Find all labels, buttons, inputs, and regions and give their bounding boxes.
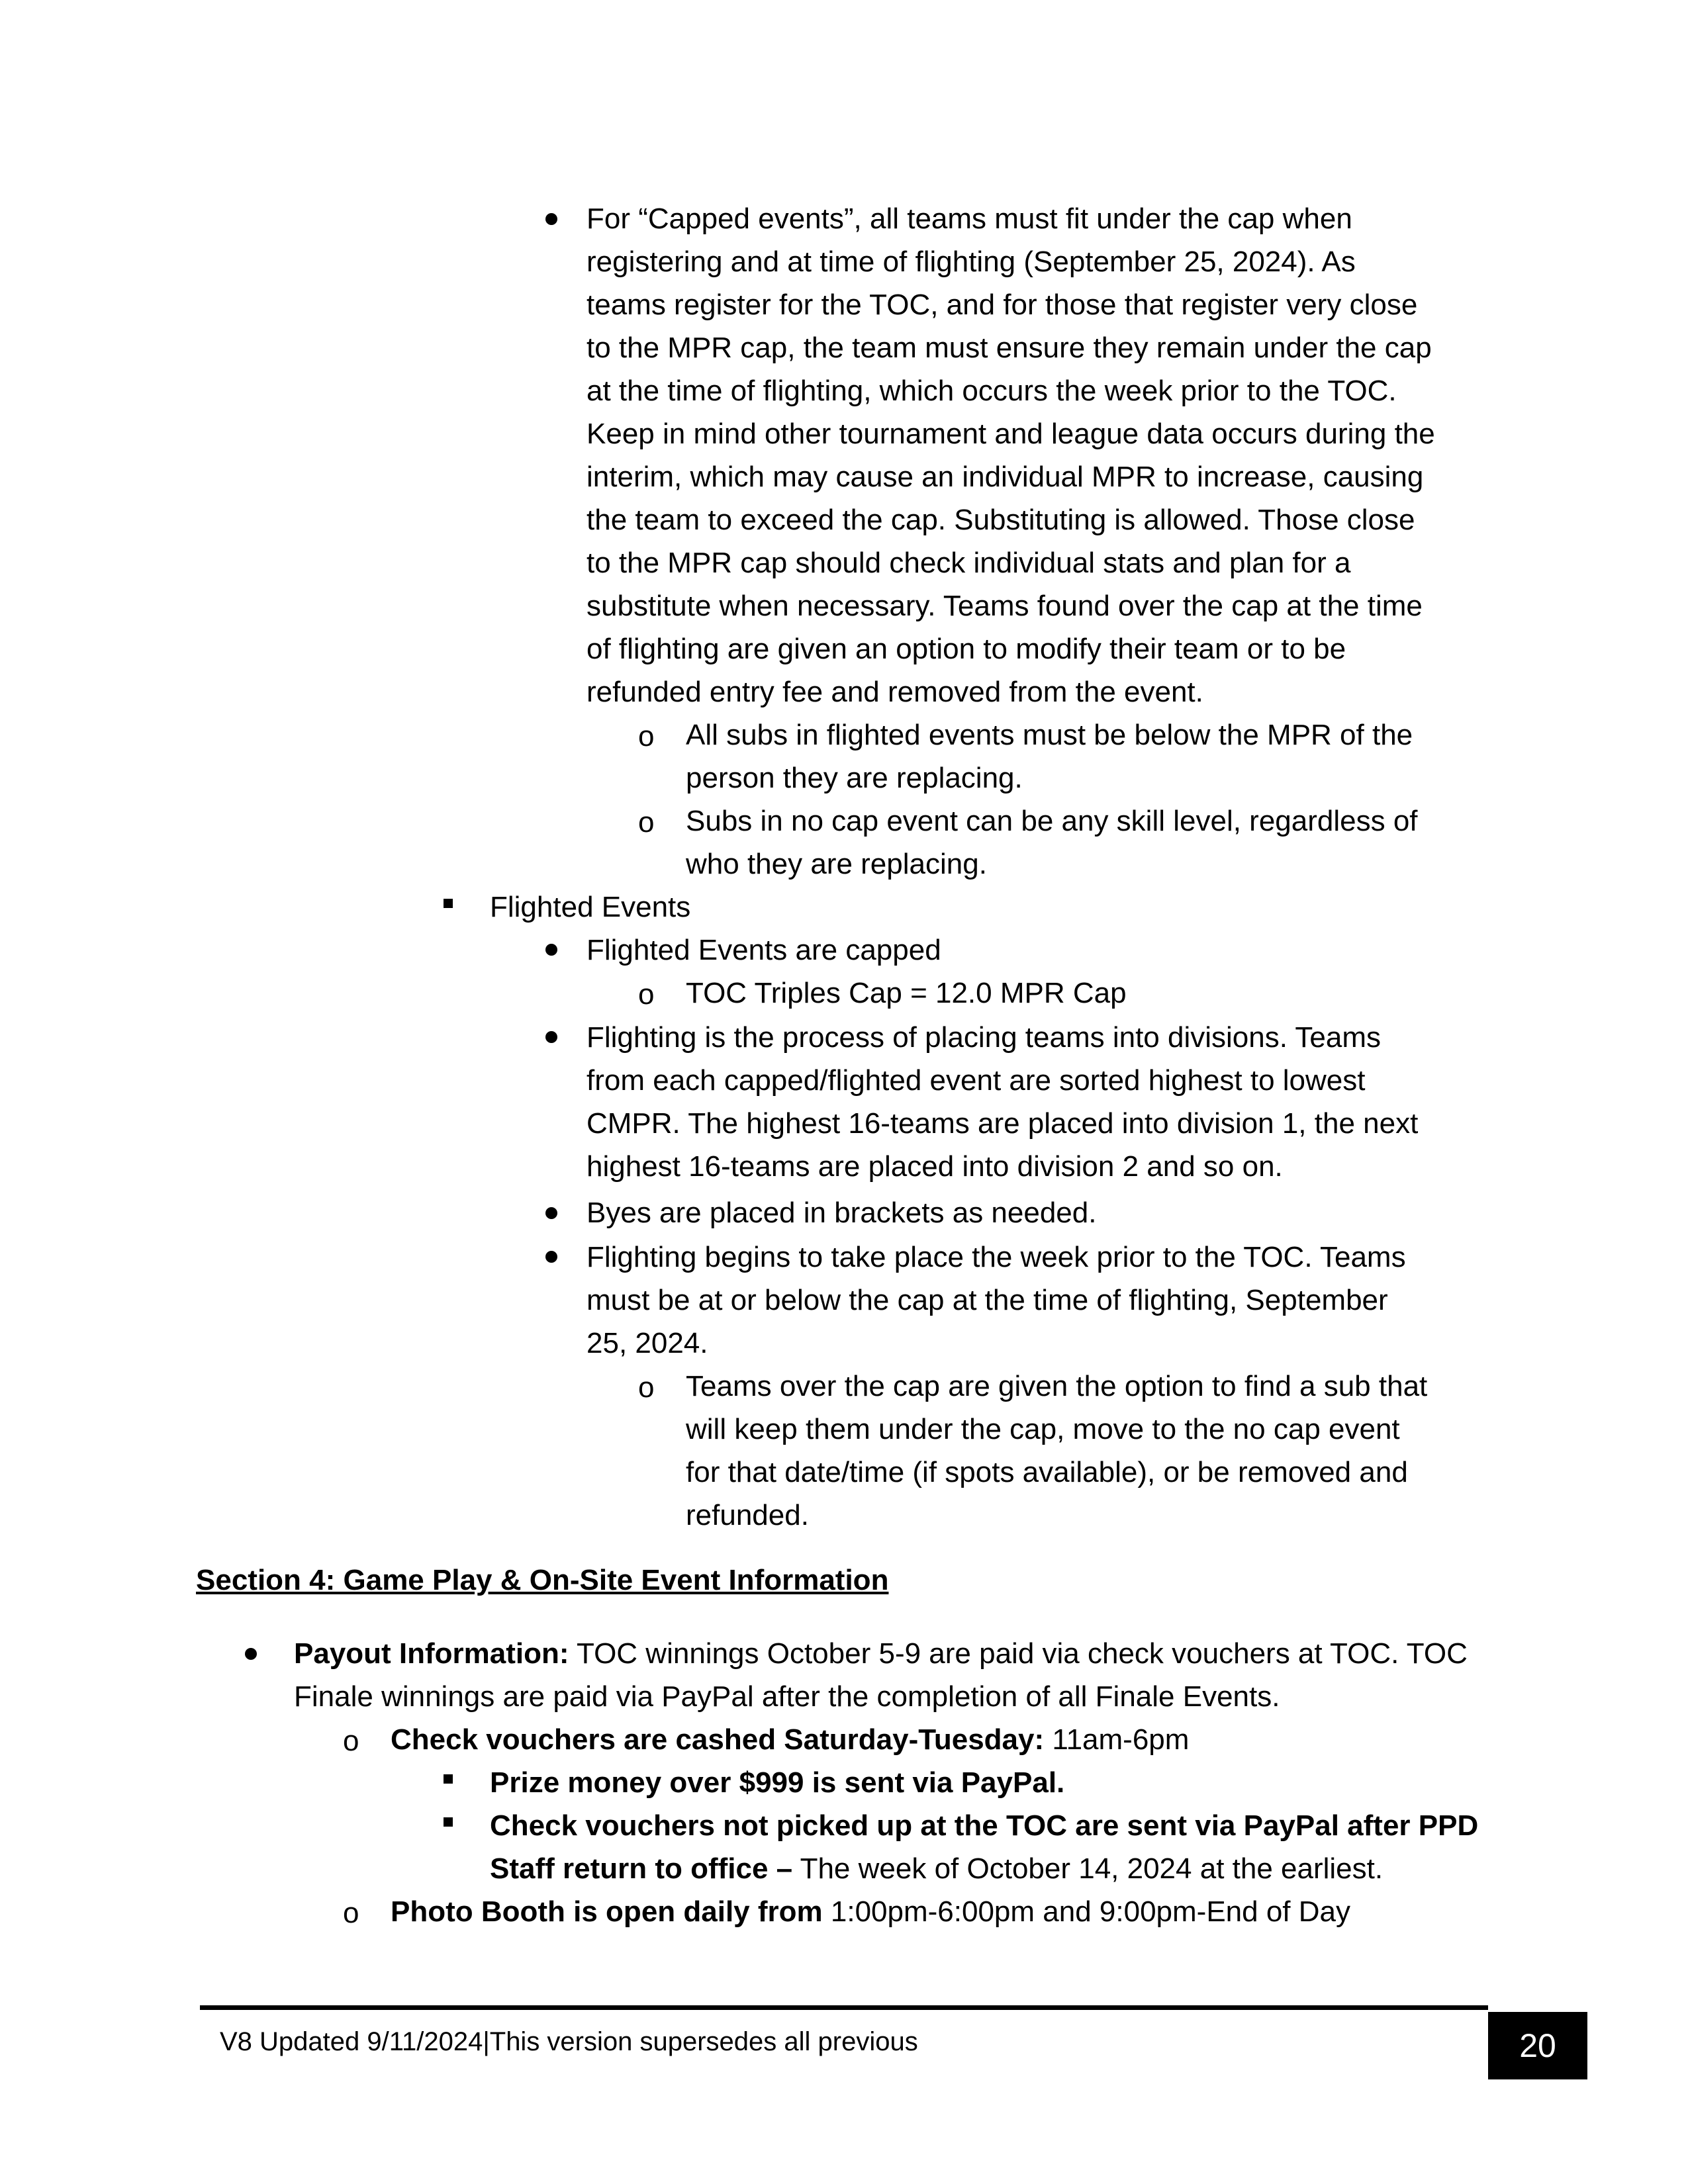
capped-line-8: the team to exceed the cap. Substituting is allowed. Those close: [586, 504, 1415, 536]
bullet-dot: [545, 1207, 557, 1219]
flighted-capped-label: Flighted Events are capped: [586, 934, 941, 966]
capped-line-12: refunded entry fee and removed from the event.: [586, 676, 1203, 708]
bullet-circle: o: [638, 978, 655, 1011]
bullet-dot: [545, 1031, 557, 1043]
bullet-dot: [545, 1251, 557, 1263]
payout-label: Payout Information:: [294, 1637, 569, 1670]
process-line-4: highest 16-teams are placed into division 2 and so on.: [586, 1150, 1283, 1183]
capped-line-2: registering and at time of flighting (September 25, 2024). As: [586, 246, 1356, 278]
prize-money-text: Prize money over $999 is sent via PayPal.: [490, 1766, 1065, 1799]
cap-value: TOC Triples Cap = 12.0 MPR Cap: [686, 977, 1127, 1009]
process-line-1: Flighting is the process of placing teams into divisions. Teams: [586, 1021, 1381, 1054]
footer-rule: [200, 2005, 1488, 2010]
capped-line-3: teams register for the TOC, and for those that register very close: [586, 289, 1418, 321]
prize-money: [490, 1761, 1064, 1805]
bullet-circle: o: [343, 1725, 359, 1757]
photo-time: 1:00pm-6:00pm and 9:00pm-End of Day: [822, 1895, 1351, 1928]
subs-flighted-line-2: person they are replacing.: [686, 762, 1023, 794]
over-cap-line-4: refunded.: [686, 1499, 809, 1531]
page-number: 20: [1488, 2012, 1587, 2079]
process-line-3: CMPR. The highest 16-teams are placed into division 1, the next: [586, 1107, 1419, 1140]
payout-text: TOC winnings October 5-9 are paid via check vouchers at TOC. TOC: [569, 1637, 1468, 1670]
bullet-dot: [545, 944, 557, 956]
capped-line-9: to the MPR cap should check individual stats and plan for a: [586, 547, 1351, 579]
capped-line-11: of flighting are given an option to modify their team or to be: [586, 633, 1346, 665]
vouchers-time: 11am-6pm: [1044, 1723, 1190, 1756]
section-heading: Section 4: Game Play & On-Site Event Information: [196, 1564, 889, 1596]
not-picked-rest: The week of October 14, 2024 at the earliest.: [792, 1852, 1383, 1885]
capped-line-1: For “Capped events”, all teams must fit under the cap when: [586, 203, 1352, 235]
over-cap-line-1: Teams over the cap are given the option to find a sub that: [686, 1370, 1428, 1402]
flighted-events-title: Flighted Events: [490, 891, 691, 923]
over-cap-line-3: for that date/time (if spots available), or be removed and: [686, 1456, 1408, 1488]
subs-nocap-line-2: who they are replacing.: [686, 848, 987, 880]
vouchers-line: [391, 1718, 1189, 1762]
bullet-circle: o: [343, 1897, 359, 1929]
begins-line-2: must be at or below the cap at the time of flighting, September: [586, 1284, 1388, 1316]
not-picked-text: Check vouchers not picked up at the TOC are sent via PayPal after PPD: [490, 1809, 1479, 1842]
capped-line-5: at the time of flighting, which occurs the week prior to the TOC.: [586, 375, 1397, 407]
bullet-circle: o: [638, 1371, 655, 1404]
bullet-dot: [245, 1648, 257, 1660]
bullet-square: [444, 899, 453, 908]
footer-text: V8 Updated 9/11/2024|This version supersedes all previous: [220, 2027, 918, 2056]
subs-nocap-line-1: Subs in no cap event can be any skill level, regardless of: [686, 805, 1418, 837]
payout-line-1: [294, 1632, 1468, 1676]
bullet-dot: [545, 213, 557, 225]
bullet-circle: o: [638, 806, 655, 839]
capped-line-7: interim, which may cause an individual MPR to increase, causing: [586, 461, 1424, 493]
vouchers-label: Check vouchers are cashed Saturday-Tuesday:: [391, 1723, 1045, 1756]
begins-line-3: 25, 2024.: [586, 1327, 708, 1359]
not-picked-line-1: [490, 1804, 1478, 1848]
byes-text: Byes are placed in brackets as needed.: [586, 1197, 1097, 1229]
bullet-square: [444, 1774, 453, 1784]
bullet-square: [444, 1817, 453, 1827]
bullet-circle: o: [638, 720, 655, 752]
begins-line-1: Flighting begins to take place the week prior to the TOC. Teams: [586, 1241, 1406, 1273]
photo-booth-line: [391, 1890, 1350, 1934]
not-picked-line-2: [490, 1847, 1383, 1891]
over-cap-line-2: will keep them under the cap, move to the no cap event: [686, 1413, 1400, 1445]
capped-line-6: Keep in mind other tournament and league data occurs during the: [586, 418, 1435, 450]
process-line-2: from each capped/flighted event are sorted highest to lowest: [586, 1064, 1366, 1097]
capped-line-10: substitute when necessary. Teams found over the cap at the time: [586, 590, 1423, 622]
photo-label: Photo Booth is open daily from: [391, 1895, 823, 1928]
capped-line-4: to the MPR cap, the team must ensure they remain under the cap: [586, 332, 1432, 364]
payout-line-2: Finale winnings are paid via PayPal after the completion of all Finale Events.: [294, 1680, 1280, 1713]
subs-flighted-line-1: All subs in flighted events must be below the MPR of the: [686, 719, 1413, 751]
not-picked-bold: Staff return to office –: [490, 1852, 793, 1885]
